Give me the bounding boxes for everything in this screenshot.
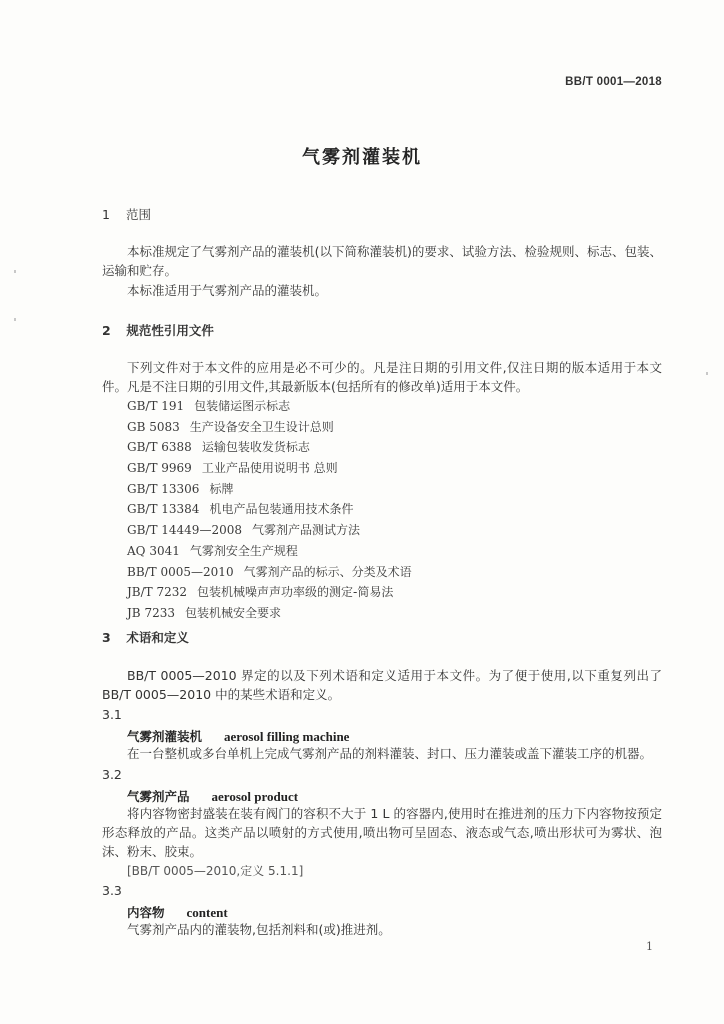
reference-code: GB/T 6388 (127, 440, 192, 455)
reference-title: 运输包装收发货标志 (201, 440, 310, 455)
reference-title: 包装储运图示标志 (194, 399, 291, 413)
section-1-heading (102, 205, 151, 223)
reference-title: 机电产品包装通用技术条件 (209, 502, 354, 517)
term-english: content (186, 905, 228, 920)
term-source-note: [BB/T 0005—2010,定义 5.1.1] (127, 864, 304, 878)
reference-item (127, 438, 412, 459)
term-heading (127, 727, 349, 745)
section-2-heading (102, 321, 214, 339)
reference-title: 生产设备安全卫生设计总则 (189, 419, 334, 434)
section-1-paragraph: 本标准规定了气雾剂产品的灌装机(以下简称灌装机)的要求、试验方法、检验规则、标志、包装、运输和贮存。 (102, 244, 662, 278)
reference-item (127, 563, 412, 584)
reference-title: 气雾剂安全生产规程 (189, 543, 298, 558)
scan-speck (706, 372, 708, 375)
section-title: 术语和定义 (126, 630, 189, 645)
reference-code: GB 5083 (127, 419, 180, 434)
term-heading (127, 787, 298, 805)
section-1-paragraph: 本标准适用于气雾剂产品的灌装机。 (127, 283, 328, 298)
reference-code: GB/T 13384 (127, 502, 200, 517)
scan-speck (14, 270, 16, 273)
term-heading (127, 903, 228, 921)
term-number: 3.1 (102, 707, 122, 722)
term-definition: 将内容物密封盛装在装有阀门的容积不大于 1 L 的容器内,使用时在推进剂的压力下内容物按预定形态释放的产品。这类产品以喷射的方式使用,喷出物可呈固态、液态或气态,喷出形状可为雾状、泡沫、粉末、胶束。 (102, 806, 662, 859)
reference-title: 标牌 (209, 481, 234, 496)
standard-code: BB/T 0001—2018 (565, 76, 662, 88)
term-chinese: 内容物 (127, 905, 165, 920)
term-definition: 气雾剂产品内的灌装物,包括剂料和(或)推进剂。 (127, 922, 391, 937)
section-number: 2 (102, 323, 111, 338)
section-title: 范围 (125, 207, 151, 222)
reference-item (127, 480, 412, 501)
section-number: 3 (102, 630, 111, 645)
reference-code: GB/T 14449—2008 (127, 523, 242, 538)
term-number: 3.2 (102, 767, 122, 782)
term-number: 3.3 (102, 883, 122, 898)
reference-code: BB/T 0005—2010 (127, 564, 234, 579)
reference-item (127, 459, 412, 480)
section-title: 规范性引用文件 (126, 323, 214, 338)
reference-item (127, 397, 412, 418)
reference-title: 包装机械安全要求 (184, 605, 281, 620)
reference-code: AQ 3041 (127, 543, 180, 558)
reference-item (127, 604, 412, 625)
reference-title: 包装机械噪声声功率级的测定-简易法 (197, 585, 394, 600)
term-english: aerosol product (211, 789, 299, 804)
scan-speck (14, 318, 16, 321)
term-english: aerosol filling machine (224, 729, 350, 744)
term-definition: 在一台整机或多台单机上完成气雾剂产品的剂料灌装、封口、压力灌装或盖下灌装工序的机器。 (127, 746, 653, 761)
page-number: 1 (646, 940, 653, 953)
section-number: 1 (102, 207, 110, 222)
term-chinese: 气雾剂灌装机 (127, 729, 203, 744)
reference-code: JB/T 7232 (127, 585, 188, 600)
reference-item (127, 521, 412, 542)
reference-title: 气雾剂产品的标示、分类及术语 (243, 564, 412, 579)
section-3-paragraph: BB/T 0005—2010 界定的以及下列术语和定义适用于本文件。为了便于使用,以下重复列出了BB/T 0005—2010 中的某些术语和定义。 (102, 668, 662, 702)
reference-item (127, 500, 412, 521)
normative-reference-list (127, 397, 412, 625)
reference-item (127, 583, 412, 604)
section-3-heading (102, 628, 189, 646)
reference-title: 气雾剂产品测试方法 (251, 523, 360, 538)
reference-title: 工业产品使用说明书 总则 (201, 461, 338, 476)
term-chinese: 气雾剂产品 (127, 789, 190, 804)
document-title: 气雾剂灌装机 (302, 147, 422, 168)
reference-item (127, 418, 412, 439)
reference-code: GB/T 9969 (127, 461, 192, 476)
reference-code: JB 7233 (127, 605, 175, 620)
reference-code: GB/T 191 (127, 399, 185, 413)
section-2-paragraph: 下列文件对于本文件的应用是必不可少的。凡是注日期的引用文件,仅注日期的版本适用于本文件。凡是不注日期的引用文件,其最新版本(包括所有的修改单)适用于本文件。 (102, 360, 662, 394)
reference-item (127, 542, 412, 563)
reference-code: GB/T 13306 (127, 481, 200, 496)
